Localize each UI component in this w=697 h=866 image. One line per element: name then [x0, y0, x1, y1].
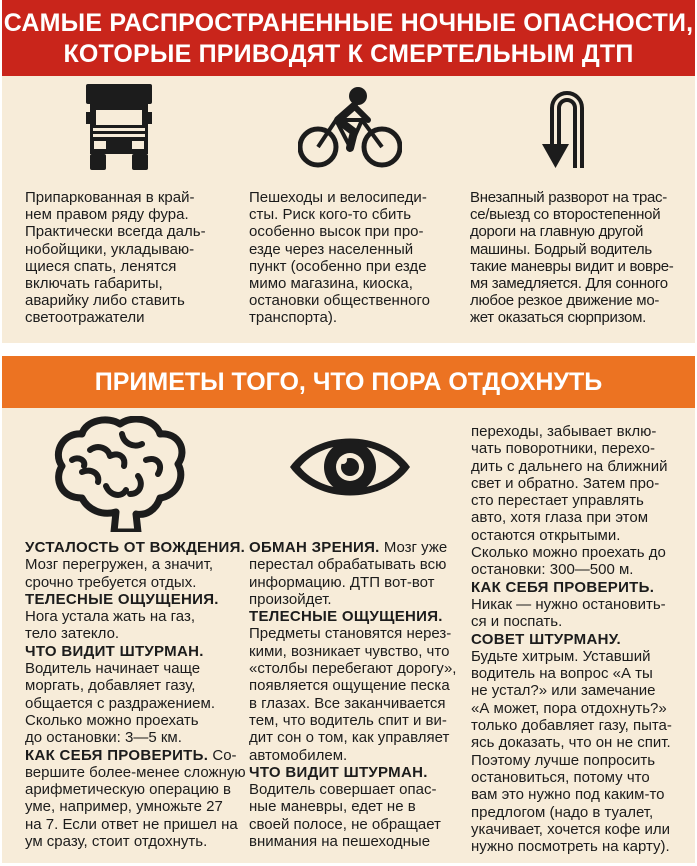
text-line: Водитель начинает чаще: [25, 660, 201, 678]
text-line: в глазах. Все заканчивается: [249, 694, 446, 712]
text-line: Мозг перегружен, а значит,: [25, 556, 214, 574]
text-line: предлогом (надо в туалет,: [471, 803, 654, 821]
text-line: нобойщики, укладываю-: [25, 240, 195, 258]
text-line: любое резкое движение мо-: [470, 292, 660, 310]
text-line: ясь доказать, что он не спит.: [471, 734, 671, 752]
danger-text-pedestrians: [249, 189, 430, 327]
text-line: Практически всегда даль-: [25, 223, 206, 241]
text-line: кими, возникает чувство, что: [249, 642, 450, 660]
u-turn-arrow-icon: [542, 86, 592, 170]
night-dangers-panel: [2, 0, 695, 343]
text-line: тело затекло.: [25, 625, 120, 643]
text-line: нужно посмотреть на карту).: [471, 838, 670, 856]
text-line: ся и поспать.: [471, 613, 563, 631]
text-line: остановки: 300—500 м.: [471, 561, 634, 579]
section-heading: КАК СЕБЯ ПРОВЕРИТЬ.: [471, 578, 655, 596]
text-line: пункт (особенно при езде: [249, 257, 427, 275]
text-line: езде через населенный: [249, 240, 414, 258]
text-line: моргать, добавляет газу,: [25, 677, 196, 695]
text-line: светоотражатели: [25, 309, 145, 327]
section-heading: ТЕЛЕСНЫЕ ОЩУЩЕНИЯ.: [25, 590, 219, 608]
text-line: произойдет.: [249, 590, 332, 608]
text-line: Сколько можно проехать: [25, 711, 199, 729]
text-line: щиеся спать, ленятся: [25, 257, 177, 275]
text-line: жет оказаться сюрпризом.: [470, 309, 646, 327]
text-line: Пешеходы и велосипеди-: [249, 189, 427, 206]
text-line: Поэтому лучше попросить: [471, 751, 656, 769]
text-line: [25, 747, 246, 764]
text-line: сты. Риск кого-то сбить: [249, 206, 412, 224]
text-line: «А может, пора отдохнуть?»: [471, 699, 667, 717]
title-line-1: САМЫЕ РАСПРОСТРАНЕННЫЕ НОЧНЫЕ ОПАСНОСТИ,: [3, 9, 694, 37]
text-line: общается с раздражением.: [25, 694, 215, 712]
text-line: сто перестает управлять: [471, 492, 644, 510]
text-line: дит сон о том, как управляет: [249, 729, 450, 747]
text-line: ум сразу, стоит отдохнуть.: [25, 833, 208, 851]
column-vision: [249, 539, 456, 850]
text-line: появляется ощущение песка: [249, 677, 450, 695]
text-line: срочно требуется отдых.: [25, 573, 197, 591]
truck-icon: [86, 84, 152, 172]
section-heading: ТЕЛЕСНЫЕ ОЩУЩЕНИЯ.: [249, 608, 443, 626]
section-heading: СОВЕТ ШТУРМАНУ.: [471, 630, 621, 648]
text-line: уме, например, умножьте 27: [25, 798, 223, 816]
text-line: водитель на вопрос «А ты: [471, 665, 653, 683]
text-line: не устал?» или замечание: [471, 682, 656, 700]
text-line: укачивает, хочется кофе или: [471, 820, 671, 838]
text-line: свет и обратно. Затем про-: [471, 474, 660, 492]
text-line: Припаркованная в край-: [25, 189, 195, 206]
section-heading: ОБМАН ЗРЕНИЯ.: [249, 539, 380, 556]
text-line: перестал обрабатывать всю: [249, 556, 447, 574]
text-line: только добавляет газу, пыта-: [471, 717, 672, 735]
text-line: остановки общественного: [249, 292, 430, 310]
text-line: авто, хотя глаза при этом: [471, 509, 649, 527]
night-dangers-title: [2, 0, 695, 76]
text-line: Предметы становятся нерез-: [249, 625, 452, 643]
text-line: Водитель совершает опас-: [249, 781, 437, 799]
text-line: информацию. ДТП вот-вот: [249, 573, 435, 591]
text-line: чать поворотники, перехо-: [471, 440, 655, 458]
text-line: на 7. Если ответ не пришел на: [25, 815, 238, 833]
text-line: Никак — нужно остановить-: [471, 595, 666, 613]
text-line: машины. Бодрый водитель: [470, 240, 652, 258]
text-line: мя замедляется. Для сонного: [470, 275, 668, 293]
column-advice: [471, 423, 672, 855]
text-fragment: Мозг уже: [379, 539, 448, 556]
text-line: транспорта).: [249, 309, 338, 327]
text-line: нем правом ряду фура.: [25, 206, 189, 224]
text-line: Сколько можно проехать до: [471, 544, 666, 562]
section-heading: ЧТО ВИДИТ ШТУРМАН.: [249, 763, 428, 781]
text-line: особенно высок при про-: [249, 223, 424, 241]
text-line: [249, 539, 456, 556]
cyclist-icon: [298, 86, 402, 170]
title-line-2: КОТОРЫЕ ПРИВОДЯТ К СМЕРТЕЛЬНЫМ ДТП: [63, 40, 634, 68]
text-line: остаются открытыми.: [471, 526, 621, 544]
text-line: мимо магазина, киоска,: [249, 275, 413, 293]
text-line: арифметическую операцию в: [25, 781, 231, 799]
text-line: тем, что водитель спит и ви-: [249, 711, 447, 729]
text-line: до остановки: 3—5 км.: [25, 729, 182, 747]
text-line: Нога устала жать на газ,: [25, 608, 196, 626]
column-fatigue: [25, 539, 246, 850]
text-line: аварийку либо ставить: [25, 292, 185, 310]
text-line: ные маневры, едет не в: [249, 798, 416, 816]
brain-icon: [52, 416, 186, 532]
section-heading: ЧТО ВИДИТ ШТУРМАН.: [25, 642, 204, 660]
text-line: автомобилем.: [249, 746, 348, 764]
text-line: се/выезд со второстепенной: [470, 206, 661, 224]
text-fragment: Со-: [208, 746, 237, 764]
section-heading: КАК СЕБЯ ПРОВЕРИТЬ.: [25, 746, 209, 764]
text-line: Внезапный разворот на трас-: [470, 189, 667, 206]
text-line: вам это нужно под каким-то: [471, 786, 665, 804]
rest-signs-title: ПРИМЕТЫ ТОГО, ЧТО ПОРА ОТДОХНУТЬ: [2, 356, 695, 408]
text-line: остановиться, потому что: [471, 768, 650, 786]
eye-icon: [287, 424, 413, 510]
text-line: Будьте хитрым. Уставший: [471, 647, 651, 665]
section-heading: УСТАЛОСТЬ ОТ ВОЖДЕНИЯ.: [25, 539, 246, 556]
text-line: дить с дальнего на ближний: [471, 457, 668, 475]
text-line: дороги на главную другой: [470, 223, 644, 241]
text-line: «столбы перебегают дорогу»,: [249, 660, 457, 678]
danger-text-truck: [25, 189, 206, 327]
text-line: переходы, забывает вклю-: [471, 423, 657, 440]
text-line: такие маневры видит и вовре-: [470, 257, 674, 275]
text-line: вершите более-менее сложную: [25, 763, 246, 781]
danger-text-u-turn: [470, 189, 674, 327]
text-line: включать габариты,: [25, 275, 163, 293]
text-line: внимания на пешеходные: [249, 833, 431, 851]
rest-signs-panel: [2, 356, 695, 863]
text-line: своей полосе, не обращает: [249, 815, 441, 833]
